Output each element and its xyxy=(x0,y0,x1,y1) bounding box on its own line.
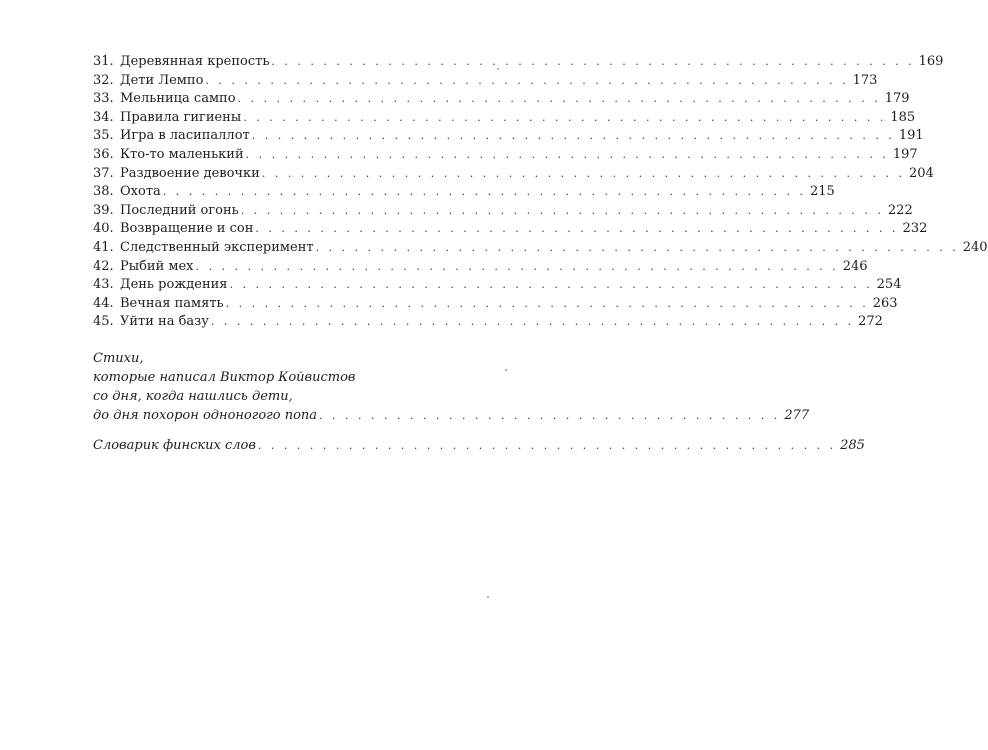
toc-entry-number: 38. xyxy=(93,184,114,200)
table-of-contents xyxy=(93,53,988,332)
toc-entry-number: 31. xyxy=(93,54,114,69)
toc-entry-title: Последний огонь xyxy=(120,202,239,218)
dot-leader: . . . . . . . . . . . . . . . . . . . . . . . . . . . . . . . . . . . . . . . . . . . . . . . . . . xyxy=(205,73,849,87)
toc-entry-title: Следственный эксперимент xyxy=(120,239,314,255)
toc-entry xyxy=(93,146,918,165)
toc-entry-title: Игра в ласипаллот xyxy=(120,128,250,144)
dot-leader: . . . . . . . . . . . . . . . . . . . . . . . . . . . . . . . . . . . . . . . . . . . . . . . . . . xyxy=(225,296,869,310)
toc-entry-page: 204 xyxy=(909,165,934,181)
toc-entry-number: 43. xyxy=(93,277,114,293)
poems-page-number: 277 xyxy=(784,408,810,423)
toc-entry xyxy=(93,220,928,239)
toc-entry-title: Вечная память xyxy=(120,295,224,311)
toc-entry-title: Мельница сампо xyxy=(120,91,236,107)
poems-line: Стихи, xyxy=(93,351,144,366)
dot-leader: . . . . . . . . . . . . . . . . . . . . . . . . . . . . . . . . . . . . . . . . . . . . . . . . . . xyxy=(251,129,895,143)
toc-entry-title: День рождения xyxy=(120,277,228,293)
dot-leader: . . . . . . . . . . . . . . . . . . . . . . . . . . . . . . . . . . . . . . . . . . . . . . . . . . xyxy=(229,278,873,292)
toc-entry xyxy=(93,258,868,277)
toc-entry-number: 39. xyxy=(93,202,114,218)
poems-line: со дня, когда нашлись дети, xyxy=(93,389,293,404)
dot-leader: . . . . . . . . . . . . . . . . . . . . . . . . . . . . . . . . . . . . . . . . . . . . . . . . . . xyxy=(240,203,884,217)
toc-entry-number: 45. xyxy=(93,314,114,330)
scan-speck xyxy=(497,68,499,70)
dot-leader: . . . . . . . . . . . . . . . . . . . . . . . . . . . . . . . . . . . . . . . . . . . . . . . . . . xyxy=(162,185,806,199)
toc-entry xyxy=(93,109,916,128)
toc-entry xyxy=(93,276,902,295)
toc-entry-page: 179 xyxy=(884,91,910,107)
toc-entry-title: Раздвоение девочки xyxy=(120,165,260,181)
toc-entry-page: 240 xyxy=(962,239,988,255)
toc-entry xyxy=(93,127,924,146)
toc-entry-number: 34. xyxy=(93,109,114,125)
toc-entry xyxy=(93,53,944,72)
toc-entry-page: 254 xyxy=(876,277,902,293)
toc-entry-page: 263 xyxy=(872,295,898,311)
toc-entry xyxy=(93,295,898,314)
dictionary-line xyxy=(93,436,865,455)
toc-entry-title: Кто-то маленький xyxy=(120,146,244,162)
poems-last-line-text: до дня похорон одноногого попа xyxy=(93,408,318,423)
dot-leader: . . . . . . . . . . . . . . . . . . . . . . . . . . . . . . . . . . . . . . . . . . . . . . . . . . xyxy=(315,240,959,254)
toc-entry-page: 191 xyxy=(898,128,924,144)
dot-leader: . . . . . . . . . . . . . . . . . . . . . . . . . . . . . . . . . . . . . . . . . . . . . . . . . . xyxy=(195,259,839,273)
poems-last-line xyxy=(93,406,810,425)
dictionary-title: Словарик финских слов xyxy=(93,438,256,453)
toc-entry-number: 36. xyxy=(93,146,114,162)
dot-leader: . . . . . . . . . . . . . . . . . . . . . . . . . . . . . . . . . . . . . . . . . . . . . . . . . . xyxy=(210,315,855,329)
toc-entry-page: 185 xyxy=(890,109,916,125)
dot-leader: . . . . . . . . . . . . . . . . . . . . . . . . . . . . . . . . . . . . xyxy=(319,409,781,422)
toc-entry-number: 35. xyxy=(93,128,114,144)
dot-leader: . . . . . . . . . . . . . . . . . . . . . . . . . . . . . . . . . . . . . . . . . . . . . . . . . . xyxy=(243,110,887,124)
toc-entry xyxy=(93,72,878,91)
toc-entry-page: 215 xyxy=(809,184,835,200)
poems-entry xyxy=(93,349,810,425)
toc-entry-title: Правила гигиены xyxy=(120,109,242,125)
toc-entry-title: Деревянная крепость xyxy=(120,54,270,69)
toc-entry-number: 41. xyxy=(93,239,114,255)
dot-leader: . . . . . . . . . . . . . . . . . . . . . . . . . . . . . . . . . . . . . . . . . . . . . . . . . . xyxy=(245,147,889,161)
toc-entry-number: 33. xyxy=(93,91,114,107)
toc-entry xyxy=(93,313,883,332)
dot-leader: . . . . . . . . . . . . . . . . . . . . . . . . . . . . . . . . . . . . . . . . . . . . . xyxy=(257,439,837,452)
toc-entry-number: 42. xyxy=(93,258,114,274)
dictionary-page-number: 285 xyxy=(840,438,865,453)
toc-entry xyxy=(93,202,913,221)
toc-entry-page: 169 xyxy=(918,54,944,69)
toc-entry-page: 173 xyxy=(852,72,878,88)
poems-line: которые написал Виктор Койвистов xyxy=(93,370,356,385)
toc-entry-page: 246 xyxy=(842,258,868,274)
dot-leader: . . . . . . . . . . . . . . . . . . . . . . . . . . . . . . . . . . . . . . . . . . . . . . . . . . xyxy=(255,222,899,236)
toc-entry-page: 232 xyxy=(902,221,928,237)
toc-entry-number: 40. xyxy=(93,221,114,237)
toc-entry xyxy=(93,239,988,258)
scan-speck xyxy=(505,369,507,371)
toc-entry-title: Рыбий мех xyxy=(120,258,194,274)
toc-entry-number: 37. xyxy=(93,165,114,181)
toc-entry-number: 44. xyxy=(93,295,114,311)
toc-entry-number: 32. xyxy=(93,72,114,88)
toc-entry-page: 222 xyxy=(887,202,913,218)
dot-leader: . . . . . . . . . . . . . . . . . . . . . . . . . . . . . . . . . . . . . . . . . . . . . . . . . . xyxy=(261,166,905,180)
toc-entry xyxy=(93,183,835,202)
toc-entry-title: Охота xyxy=(120,184,161,200)
toc-entry xyxy=(93,165,934,184)
scan-speck xyxy=(487,596,489,598)
toc-entry-title: Уйти на базу xyxy=(120,314,209,330)
toc-entry xyxy=(93,90,910,109)
toc-entry-title: Возвращение и сон xyxy=(120,221,254,237)
toc-entry-title: Дети Лемпо xyxy=(120,72,204,88)
dictionary-entry xyxy=(93,436,865,455)
toc-entry-page: 197 xyxy=(892,146,918,162)
dot-leader: . . . . . . . . . . . . . . . . . . . . . . . . . . . . . . . . . . . . . . . . . . . . . . . . . . xyxy=(237,92,881,106)
toc-entry-page: 272 xyxy=(858,314,883,330)
dot-leader: . . . . . . . . . . . . . . . . . . . . . . . . . . . . . . . . . . . . . . . . . . . . . . . . . . xyxy=(271,55,915,68)
